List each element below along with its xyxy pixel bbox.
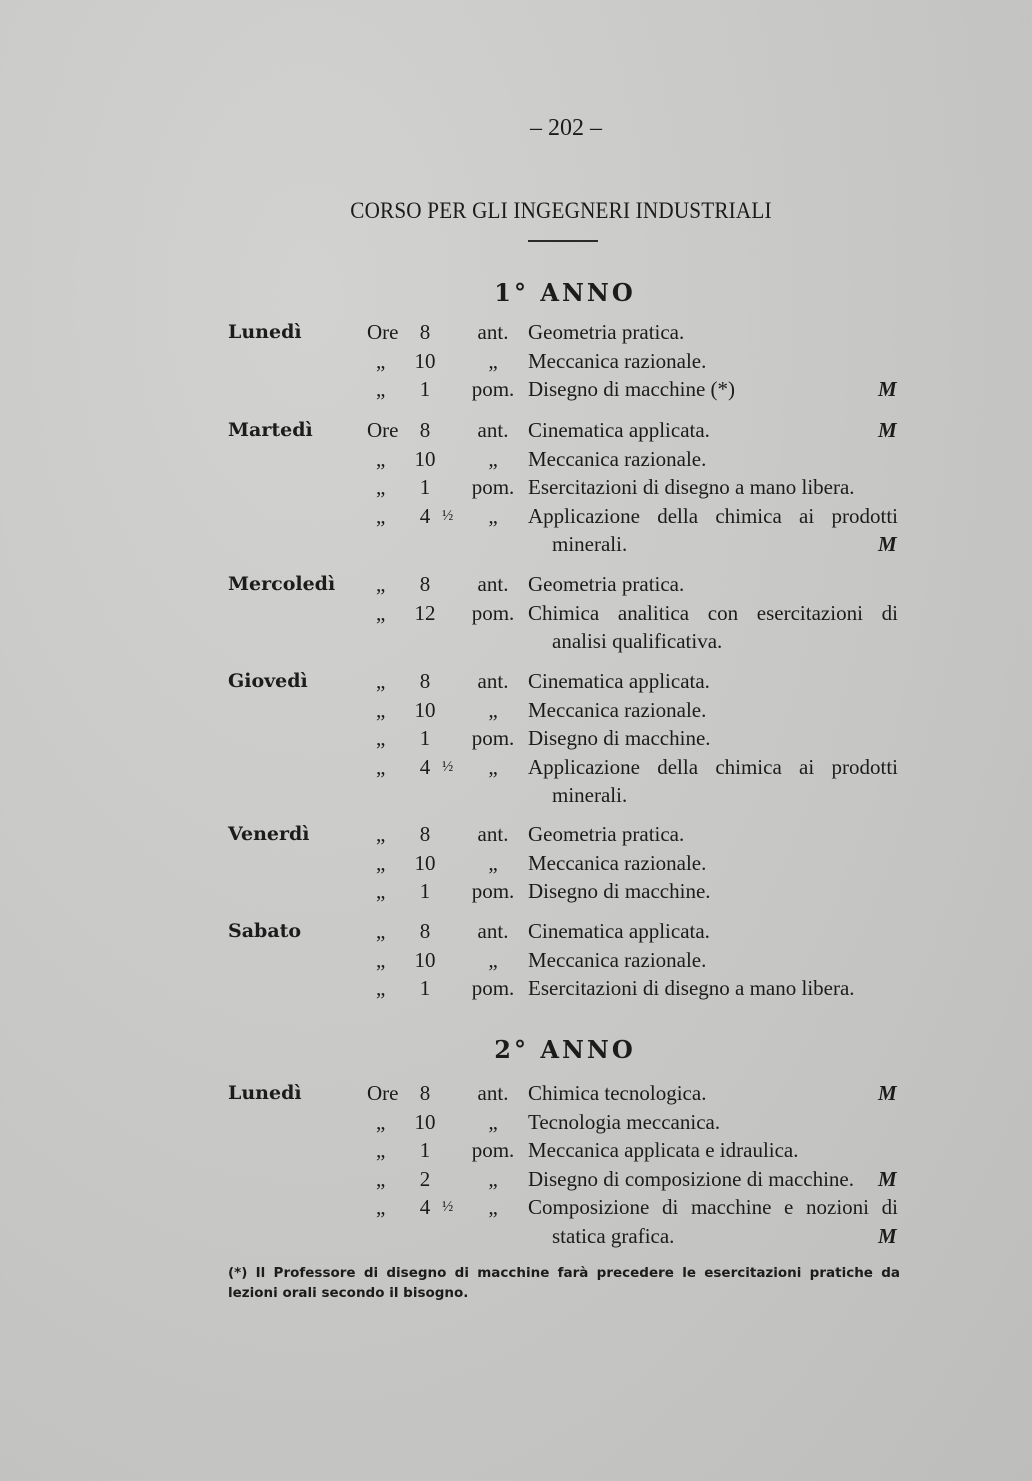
schedule-row <box>0 347 1032 375</box>
hour-value: 1 <box>419 377 431 401</box>
schedule-row <box>0 724 1032 752</box>
mark-label: M <box>878 418 897 442</box>
hour-value: 8 <box>419 919 431 943</box>
subject: Meccanica razionale. <box>528 348 707 373</box>
schedule-row <box>0 667 1032 695</box>
subject-continuation: minerali. <box>552 783 628 807</box>
schedule-row <box>0 1136 1032 1164</box>
time-period: pom. <box>471 726 515 750</box>
day-name: Martedì <box>228 419 313 441</box>
schedule-row-continuation <box>0 530 1032 558</box>
hour-prefix: „ <box>376 572 386 596</box>
time-period: „ <box>488 1166 498 1191</box>
hour-prefix: „ <box>376 348 386 373</box>
hour-value: 8 <box>419 320 431 344</box>
schedule-row <box>0 946 1032 974</box>
hour-value: 8 <box>419 418 431 442</box>
time-period: „ <box>488 446 498 471</box>
mark-label: M <box>878 1081 897 1105</box>
hour-fraction: ½ <box>442 507 454 524</box>
subject: Disegno di macchine. <box>528 726 711 750</box>
schedule-row <box>0 877 1032 905</box>
schedule-row-continuation <box>0 1222 1032 1250</box>
hour-prefix: „ <box>376 475 386 499</box>
hour-value: 10 <box>414 348 436 373</box>
subject: Esercitazioni di disegno a mano libera. <box>528 976 855 1000</box>
mark-label: M <box>878 377 897 401</box>
day-name: Sabato <box>228 920 302 942</box>
day-name: Lunedì <box>228 1082 302 1104</box>
hour-prefix: „ <box>376 919 386 943</box>
schedule-row <box>0 473 1032 501</box>
subject: Esercitazioni di disegno a mano libera. <box>528 475 855 499</box>
page-number: – 202 – <box>530 115 602 141</box>
schedule-row <box>0 1108 1032 1136</box>
day-name: Giovedì <box>228 670 308 692</box>
hour-fraction: ½ <box>442 1199 454 1215</box>
hour-value: 4 <box>419 754 431 779</box>
hour-prefix: „ <box>376 446 386 471</box>
hour-value: 12 <box>414 600 436 625</box>
schedule-row <box>0 1165 1032 1193</box>
time-period: „ <box>488 503 498 528</box>
title-divider <box>528 240 598 242</box>
subject: Cinematica applicata. <box>528 418 710 442</box>
schedule-row <box>0 696 1032 724</box>
time-period: ant. <box>477 418 509 442</box>
hour-prefix: „ <box>376 1109 386 1134</box>
schedule-row <box>0 599 1032 627</box>
hour-prefix: „ <box>376 754 386 779</box>
time-period: ant. <box>477 320 509 344</box>
hour-value: 1 <box>419 976 431 1000</box>
subject-continuation: minerali. <box>552 532 628 556</box>
hour-value: 8 <box>419 822 431 846</box>
hour-value: 8 <box>419 669 431 693</box>
time-period: „ <box>488 348 498 373</box>
subject: Geometria pratica. <box>528 572 685 596</box>
subject: Disegno di macchine. <box>528 879 711 903</box>
time-period: „ <box>488 697 498 722</box>
time-period: „ <box>488 947 498 972</box>
subject-continuation: statica grafica. <box>552 1223 675 1248</box>
subject: Disegno di composizione di macchine. <box>528 1166 855 1191</box>
subject: Chimica analitica con esercitazioni di <box>528 600 898 625</box>
day-name: Lunedì <box>228 321 302 343</box>
hour-prefix: „ <box>376 1138 386 1162</box>
day-name: Mercoledì <box>228 573 336 595</box>
subject: Cinematica applicata. <box>528 669 710 693</box>
time-period: ant. <box>477 822 509 846</box>
hour-prefix: „ <box>376 697 386 722</box>
hour-prefix: „ <box>376 600 386 625</box>
hour-value: 1 <box>419 475 431 499</box>
hour-prefix: „ <box>376 850 386 875</box>
schedule-row <box>0 820 1032 848</box>
subject: Meccanica razionale. <box>528 697 707 722</box>
mark-label: M <box>878 532 897 556</box>
subject: Meccanica razionale. <box>528 850 707 875</box>
schedule-row <box>0 502 1032 530</box>
hour-fraction: ½ <box>442 758 454 775</box>
subject: Cinematica applicata. <box>528 919 710 943</box>
mark-label: M <box>878 1166 897 1191</box>
schedule-row <box>0 917 1032 945</box>
time-period: pom. <box>471 879 515 903</box>
time-period: „ <box>488 850 498 875</box>
schedule-row <box>0 445 1032 473</box>
hour-value: 4 <box>419 1195 431 1219</box>
time-period: ant. <box>477 669 509 693</box>
schedule-row <box>0 416 1032 444</box>
subject: Tecnologia meccanica. <box>528 1109 721 1134</box>
hour-value: 1 <box>419 879 431 903</box>
hour-value: 4 <box>419 503 431 528</box>
time-period: ant. <box>477 1081 509 1105</box>
year-heading: 2° ANNO <box>494 1035 636 1064</box>
time-period: „ <box>488 754 498 779</box>
page-title: CORSO PER GLI INGEGNERI INDUSTRIALI <box>350 198 772 223</box>
time-period: ant. <box>477 919 509 943</box>
hour-value: 8 <box>419 572 431 596</box>
subject: Meccanica razionale. <box>528 446 707 471</box>
time-period: „ <box>488 1195 498 1219</box>
hour-value: 10 <box>414 947 436 972</box>
hour-prefix: „ <box>376 503 386 528</box>
hour-prefix: „ <box>376 669 386 693</box>
schedule-row <box>0 1193 1032 1221</box>
hour-value: 10 <box>414 446 436 471</box>
time-period: pom. <box>471 600 515 625</box>
subject: Meccanica razionale. <box>528 947 707 972</box>
subject: Applicazione della chimica ai prodotti <box>528 754 898 779</box>
hour-prefix: „ <box>376 947 386 972</box>
schedule-row-continuation <box>0 781 1032 809</box>
hour-value: 10 <box>414 1109 436 1134</box>
subject: Meccanica applicata e idraulica. <box>528 1138 799 1162</box>
subject: Applicazione della chimica ai prodotti <box>528 503 898 528</box>
subject: Chimica tecnologica. <box>528 1081 707 1105</box>
schedule-row <box>0 753 1032 781</box>
hour-value: 1 <box>419 1138 431 1162</box>
time-period: „ <box>488 1109 498 1134</box>
hour-value: 8 <box>419 1081 431 1105</box>
subject: Composizione di macchine e nozioni di <box>528 1195 898 1219</box>
time-period: pom. <box>471 377 515 401</box>
schedule-row <box>0 570 1032 598</box>
time-period: ant. <box>477 572 509 596</box>
year-heading: 1° ANNO <box>494 278 636 307</box>
hour-prefix: „ <box>376 879 386 903</box>
schedule-row <box>0 1079 1032 1107</box>
day-name: Venerdì <box>228 823 310 845</box>
time-period: pom. <box>471 1138 515 1162</box>
hour-value: 10 <box>414 850 436 875</box>
schedule-row <box>0 318 1032 346</box>
schedule-row <box>0 849 1032 877</box>
hour-prefix: Ore <box>367 418 399 442</box>
schedule-row <box>0 974 1032 1002</box>
hour-prefix: „ <box>376 822 386 846</box>
subject: Geometria pratica. <box>528 320 685 344</box>
subject: Geometria pratica. <box>528 822 685 846</box>
schedule-row <box>0 375 1032 403</box>
hour-prefix: „ <box>376 1166 386 1191</box>
hour-prefix: Ore <box>367 320 399 344</box>
subject-continuation: analisi qualificativa. <box>552 629 723 653</box>
time-period: pom. <box>471 976 515 1000</box>
hour-value: 10 <box>414 697 436 722</box>
hour-value: 1 <box>419 726 431 750</box>
time-period: pom. <box>471 475 515 499</box>
footnote: (*) Il Professore di disegno di macchine farà precedere le esercitazioni pratiche da lezioni orali secondo il bisogno. <box>228 1265 900 1301</box>
hour-prefix: „ <box>376 1195 386 1219</box>
mark-label: M <box>878 1223 897 1248</box>
schedule-row-continuation <box>0 627 1032 655</box>
hour-prefix: „ <box>376 976 386 1000</box>
hour-prefix: „ <box>376 726 386 750</box>
hour-value: 2 <box>419 1166 431 1191</box>
hour-prefix: Ore <box>367 1081 399 1105</box>
hour-prefix: „ <box>376 377 386 401</box>
subject: Disegno di macchine (*) <box>528 377 736 401</box>
